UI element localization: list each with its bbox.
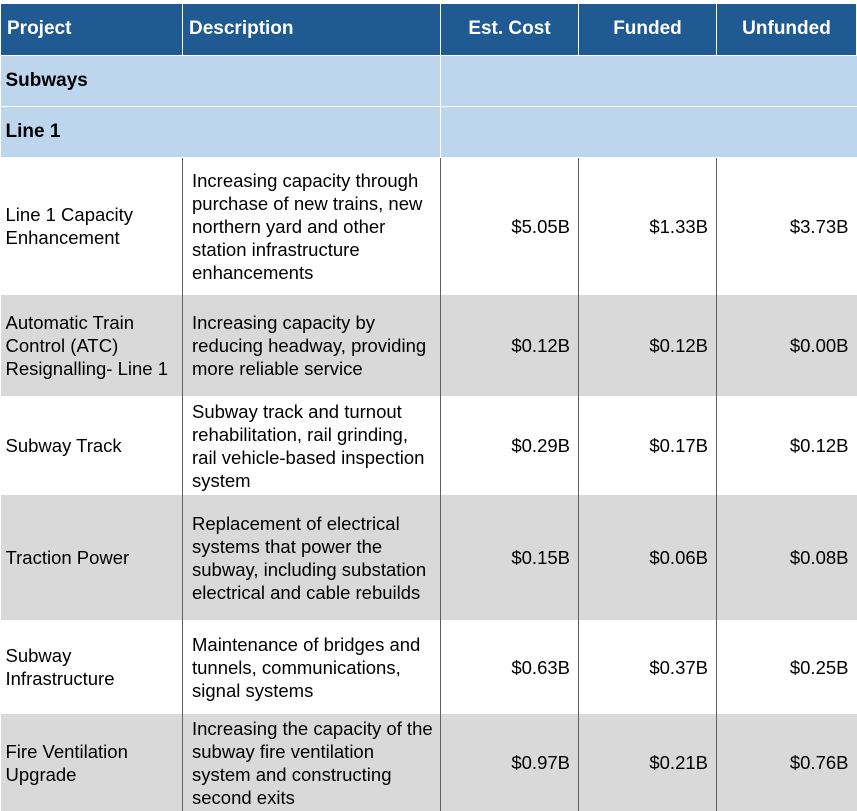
cell-project: Subway Infrastructure — [1, 620, 183, 714]
section-blank — [441, 106, 857, 157]
cell-description: Subway track and turnout rehabilitation, rail grinding, rail vehicle-based inspection system — [183, 396, 441, 495]
cell-unfunded: $0.00B — [717, 295, 857, 396]
cell-est-cost: $0.12B — [441, 295, 579, 396]
table-row — [1, 157, 857, 295]
cell-est-cost: $5.05B — [441, 157, 579, 295]
cell-unfunded: $0.08B — [717, 495, 857, 620]
section-row-subways — [1, 55, 857, 106]
table-row — [1, 714, 857, 811]
table-row — [1, 495, 857, 620]
header-row — [1, 4, 857, 55]
cell-est-cost: $0.97B — [441, 714, 579, 811]
cell-funded: $0.21B — [579, 714, 717, 811]
cell-funded: $0.17B — [579, 396, 717, 495]
section-row-line-1 — [1, 106, 857, 157]
header-unfunded: Unfunded — [717, 4, 857, 55]
cell-funded: $0.12B — [579, 295, 717, 396]
section-label: Line 1 — [1, 106, 441, 157]
cell-funded: $1.33B — [579, 157, 717, 295]
cell-project: Fire Ventilation Upgrade — [1, 714, 183, 811]
cell-project: Line 1 Capacity Enhancement — [1, 157, 183, 295]
table-row — [1, 620, 857, 714]
cell-unfunded: $0.76B — [717, 714, 857, 811]
cell-description: Increasing the capacity of the subway fire ventilation system and constructing second exits — [183, 714, 441, 811]
table-body — [1, 55, 857, 811]
cell-est-cost: $0.15B — [441, 495, 579, 620]
cell-est-cost: $0.63B — [441, 620, 579, 714]
cell-description: Replacement of electrical systems that power the subway, including substation electrical and cable rebuilds — [183, 495, 441, 620]
table-header — [1, 4, 857, 55]
section-blank — [441, 55, 857, 106]
cell-unfunded: $0.25B — [717, 620, 857, 714]
table-row — [1, 295, 857, 396]
header-est-cost: Est. Cost — [441, 4, 579, 55]
header-funded: Funded — [579, 4, 717, 55]
cell-funded: $0.06B — [579, 495, 717, 620]
cell-description: Increasing capacity by reducing headway, providing more reliable service — [183, 295, 441, 396]
table-row — [1, 396, 857, 495]
cell-project: Subway Track — [1, 396, 183, 495]
cell-unfunded: $0.12B — [717, 396, 857, 495]
cell-description: Maintenance of bridges and tunnels, communications, signal systems — [183, 620, 441, 714]
cell-description: Increasing capacity through purchase of new trains, new northern yard and other station infrastructure enhancements — [183, 157, 441, 295]
cell-project: Automatic Train Control (ATC) Resignalling- Line 1 — [1, 295, 183, 396]
cell-unfunded: $3.73B — [717, 157, 857, 295]
header-project: Project — [1, 4, 183, 55]
capital-projects-table — [0, 4, 857, 811]
header-description: Description — [183, 4, 441, 55]
cell-project: Traction Power — [1, 495, 183, 620]
cell-funded: $0.37B — [579, 620, 717, 714]
section-label: Subways — [1, 55, 441, 106]
cell-est-cost: $0.29B — [441, 396, 579, 495]
